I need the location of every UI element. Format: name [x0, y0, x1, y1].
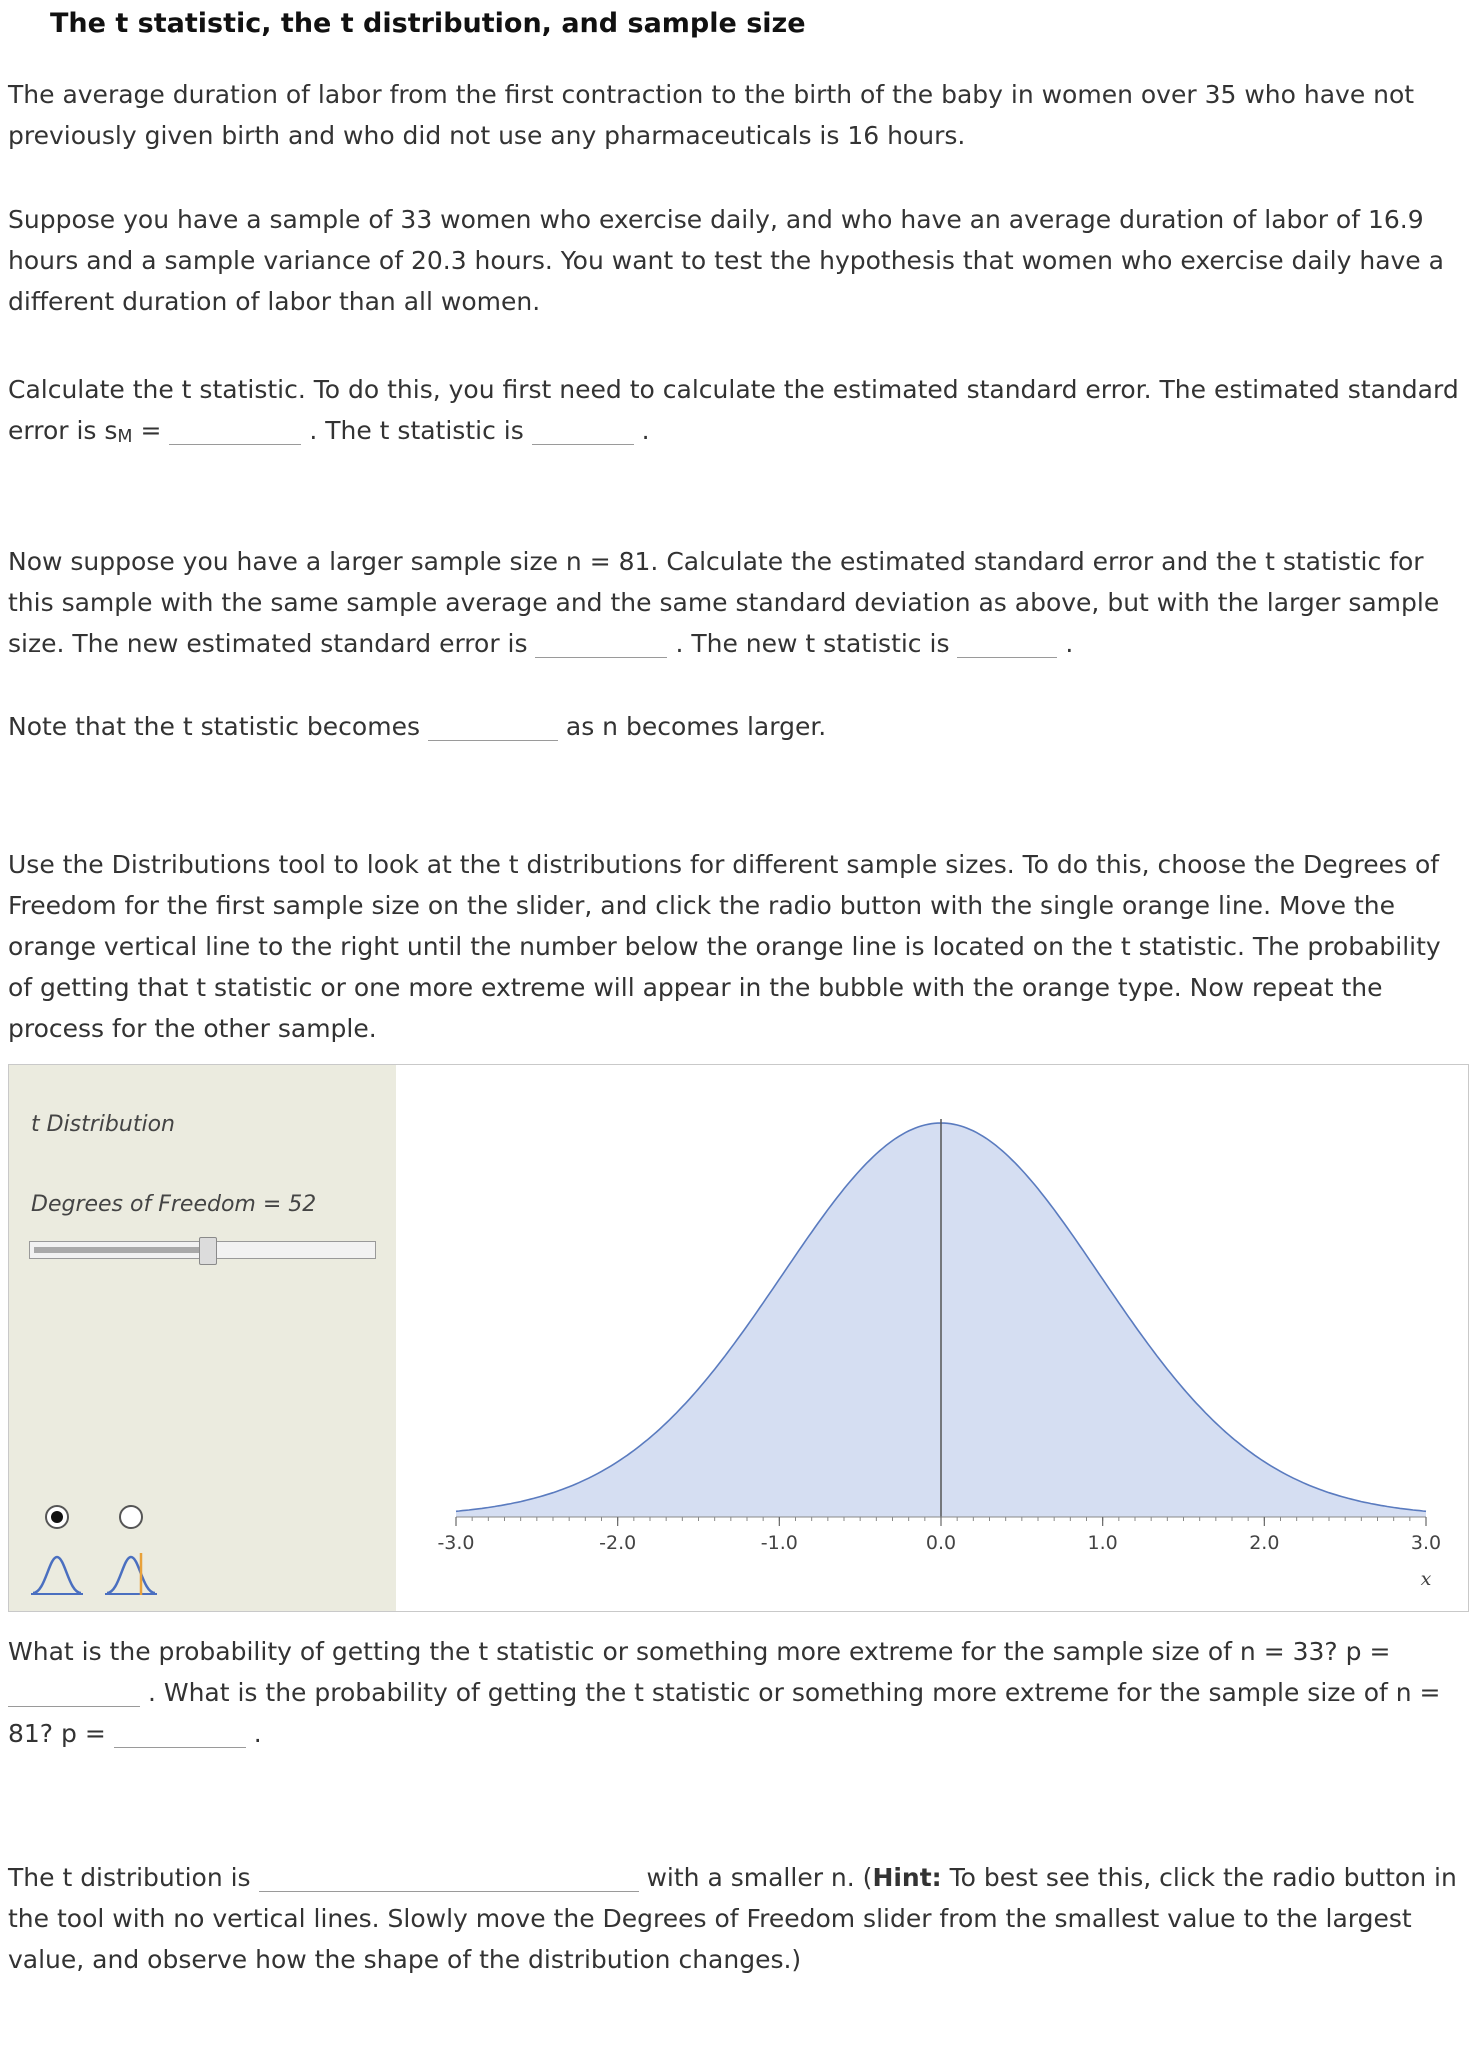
t-distribution-plot: [396, 1065, 1468, 1611]
question-6-text-b: with a smaller n. (: [646, 1863, 873, 1892]
sample-text: Suppose you have a sample of 33 women who exercise daily, and who have an average duration of labor of 16.9 hours and a sample variance of 20.3 hours. You want to test the hypothesis that women who exercise daily have a different duration of labor than all women.: [8, 205, 1444, 316]
x-tick-label: 1.0: [1087, 1532, 1118, 1554]
x-axis-ticks: [437, 1517, 1441, 1554]
bell-curve-icon: [31, 1551, 83, 1597]
hint-text: To best see this, click the radio button in the tool with no vertical lines. Slowly move the Degrees of Freedom slider from the smallest value to the largest value, and observe how the shape of the distribution changes.): [8, 1863, 1457, 1974]
tool-panel-title: t Distribution: [31, 1112, 175, 1137]
degrees-of-freedom-slider[interactable]: [29, 1241, 376, 1259]
degrees-of-freedom-label: Degrees of Freedom = 52: [31, 1192, 317, 1217]
slider-fill: [34, 1247, 199, 1253]
question-larger-sample: [8, 541, 1468, 664]
question-2-end: .: [1065, 629, 1074, 658]
x-axis-label: x: [1420, 1568, 1432, 1590]
question-probability: [8, 1631, 1468, 1754]
question-6-text: The t distribution is: [8, 1863, 251, 1892]
distribution-shape-blank[interactable]: [259, 1865, 639, 1892]
question-5-end: .: [253, 1719, 262, 1748]
x-tick-label: -1.0: [760, 1532, 798, 1554]
tool-control-panel: [9, 1065, 396, 1611]
hint-label: Hint:: [872, 1863, 942, 1892]
radio-no-lines[interactable]: [45, 1505, 69, 1529]
question-2-text: Now suppose you have a larger sample size n = 81. Calculate the estimated standard error and the t statistic for this sample with the same sample average and the same standard deviation as above, but with the larger sample size. The new estimated standard error is: [8, 547, 1440, 658]
page-title: The t statistic, the t distribution, and sample size: [50, 8, 806, 39]
question-1-text: Calculate the t statistic. To do this, you first need to calculate the estimated standard error. The estimated standard error is s: [8, 375, 1459, 445]
distributions-tool: [8, 1064, 1469, 1612]
question-5-text: What is the probability of getting the t statistic or something more extreme for the sample size of n = 33? p =: [8, 1637, 1391, 1666]
question-t-becomes: [8, 706, 1468, 747]
question-5-text-b: . What is the probability of getting the t statistic or something more extreme for the sample size of n = 81? p =: [8, 1678, 1441, 1748]
question-standard-error: [8, 369, 1468, 458]
p-value-n81-blank[interactable]: [114, 1721, 246, 1748]
p-value-n33-blank[interactable]: [8, 1680, 140, 1707]
x-tick-label: 2.0: [1249, 1532, 1280, 1554]
bell-curve-orange-line-icon: [105, 1551, 157, 1597]
intro-text: The average duration of labor from the first contraction to the birth of the baby in women over 35 who have not previously given birth and who did not use any pharmaceuticals is 16 hours.: [8, 80, 1415, 150]
equals-sign: =: [132, 416, 170, 445]
x-tick-label: -3.0: [437, 1532, 475, 1554]
standard-error-blank[interactable]: [169, 418, 301, 445]
question-3-text: Note that the t statistic becomes: [8, 712, 420, 741]
slider-thumb[interactable]: [199, 1237, 217, 1265]
intro-paragraph: [8, 74, 1468, 156]
question-3-text-b: as n becomes larger.: [565, 712, 827, 741]
new-standard-error-blank[interactable]: [535, 631, 667, 658]
t-statistic-blank[interactable]: [532, 418, 634, 445]
tool-instructions: [8, 844, 1468, 1049]
radio-single-orange-line[interactable]: [119, 1505, 143, 1529]
new-t-statistic-blank[interactable]: [957, 631, 1057, 658]
question-1-end: .: [641, 416, 650, 445]
question-2-text-b: . The new t statistic is: [675, 629, 950, 658]
question-1-text-b: . The t statistic is: [309, 416, 524, 445]
x-tick-label: -2.0: [599, 1532, 637, 1554]
subscript-m: M: [117, 427, 133, 447]
x-tick-label: 0.0: [925, 1532, 957, 1554]
t-becomes-blank[interactable]: [428, 714, 558, 741]
x-tick-label: 3.0: [1410, 1532, 1442, 1554]
sample-paragraph: [8, 199, 1468, 322]
tool-instructions-text: Use the Distributions tool to look at the t distributions for different sample sizes. To do this, choose the Degrees of Freedom for the first sample size on the slider, and click the radio button with the single orange line. Move the orange vertical line to the right until the number below the orange line is located on the t statistic. The probability of getting that t statistic or one more extreme will appear in the bubble with the orange type. Now repeat the process for the other sample.: [8, 850, 1441, 1043]
question-distribution-shape: [8, 1857, 1468, 1980]
